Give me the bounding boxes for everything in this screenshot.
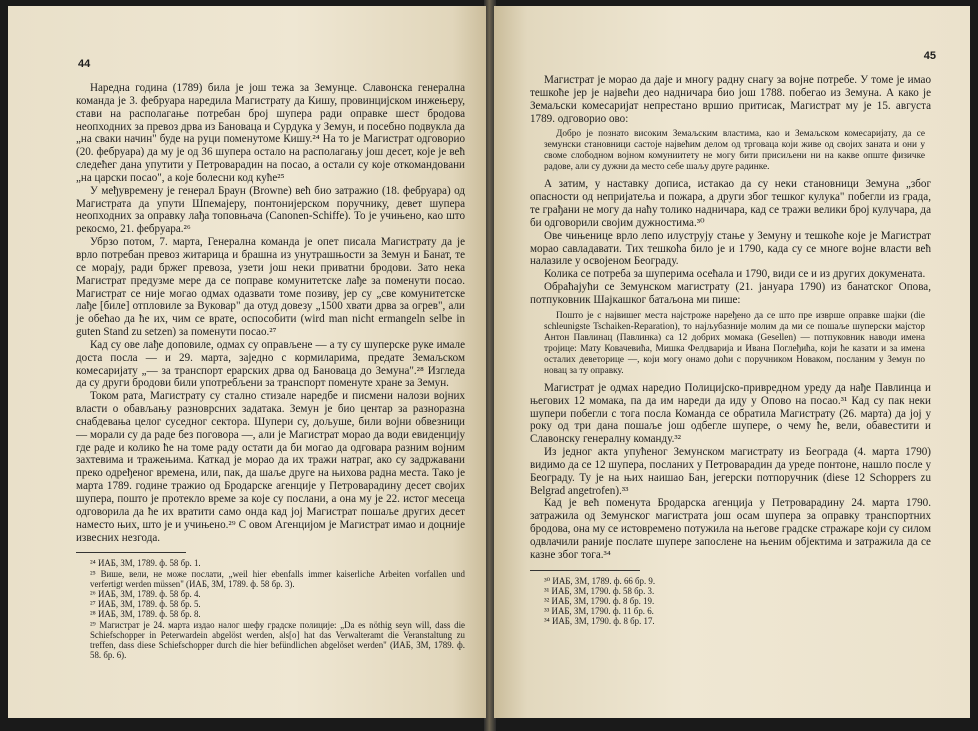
footnote: ³⁰ ИАБ, ЗМ, 1789. ф. 66 бр. 9. [544, 575, 656, 586]
paragraph: У међувремену је генерал Браун (Browne) већ био затражио (18. фебруара) од Магистрата да упути Шпемајеру, понтонијерском поручнику, девет шупера неопходних за оправку лађа топовњача (Canonen-Schiffe). То је учињено, као што рекосмо, 21. фебруара.²⁶ [76, 184, 465, 236]
footnote: ²⁶ ИАБ, ЗМ, 1789. ф. 58 бр. 4. [90, 588, 201, 599]
paragraph: Кад су ове лађе доповиле, одмах су оправљене — а ту су шуперске руке имале доста посла — и 29. марта, заједно с кормиларима, предате Земаљском комесаријату „— за транспорт ерарских дрва од Бановаца до Земуна".²⁸ Изгледа да су други бродови били употребљени за транспорт поменуте хране за Земун. [76, 338, 465, 390]
footnote: ³³ ИАБ, ЗМ, 1790. ф. 11 бр. 6. [544, 606, 654, 617]
paragraph: Из једног акта упућеног Земунском магистрату из Београда (4. марта 1790) видимо да се 12 шупера, посланих у Петроварадин да уреде понтоне, нашло после у Београду. Ту је на њих наишао Бан, јегерски потпоручник (diese 12 Schoppers zu Belgrad angetrofen).³³ [530, 446, 931, 497]
footnotes-right [530, 576, 931, 627]
footnote: ³⁴ ИАБ, ЗМ, 1790. ф. 8 бр. 17. [544, 616, 655, 627]
quote-text: Добро је познато високим Земаљским властима, као и Земаљском комесаријату, да се земунски становници састоје највећим делом од трговаца који живе од својих заната и они у своме слободном војном комуниитету не могу бити присиљени ни на какве опште физичке радове, али су дужни да место себе шаљу друге радинке. [544, 129, 925, 173]
page-number-left: 44 [78, 58, 91, 70]
footnote: ²⁴ ИАБ, ЗМ, 1789. ф. 58 бр. 1. [90, 558, 201, 569]
footnote: ³² ИАБ, ЗМ, 1790. ф. 8 бр. 19. [544, 596, 655, 607]
footnote-divider [76, 552, 186, 553]
paragraph: Наредна година (1789) била је још тежа за Земунце. Славонска генерална команда је 3. фебруара наредила Магистрату да Кишу, провинцијском инжењеру, стави на располагање потребан број шупера ради оправке шест бродова неопходних за превоз дрва из Бановаца и Сурдука у Земун, и посебно подвукла да „на сваки начин" буде на руци поменутоме Кишу.²⁴ На то је Магистрат одговорио (20. фебруара) да му је од 36 шупера остало на располагању још десет, које је већ следећег дана упутити у Петроварадин на посао, а остали су које откомандовани „на царски посао", а које болесни код куће²⁵ [76, 82, 465, 184]
right-page-body [530, 74, 931, 627]
footnotes-left [76, 558, 465, 660]
page-number-right: 45 [923, 50, 936, 62]
left-page [8, 6, 486, 718]
paragraph: Обраћајући се Земунском магистрату (21. јануара 1790) из банатског Опова, потпуковник Шајкашког батаљона ми пише: [530, 281, 931, 306]
paragraph: Колика се потреба за шуперима осећала и 1790, види се и из других докумената. [544, 268, 926, 281]
footnote: ²⁹ Магистрат је 24. марта издао налог шефу градске полиције: „Da es nöthig seyn will, dass die Schiefschopper in Peterwardein abgelöst werden, als[o] hat das Verwalteramt die Veranstaltung zu treffen, dass diese Schiefschopper durch die hier befündlichen abgelöset werden" (ИАБ, ЗМ, 1789. ф. 58. бр. 6). [90, 619, 465, 661]
footnote: ³¹ ИАБ, ЗМ, 1790. ф. 58 бр. 3. [544, 585, 655, 596]
block-quote [544, 129, 925, 173]
paragraph: Током рата, Магистрату су стално стизале наредбе и писмени налози војних власти о обављању разноврсних задатака. Земун је био центар за разноразна снабдевања целог суседног сектора. Шупери су, дољуше, били војни обвезници — морали су да раде без поговора —, али је Магистрат морао да води евиденцију где раде и колико ће на томе раду остати да би могао да одговара разним војним захтевима и тражењима. Каткад је морао да их тражи натраг, ако су задржавани преко одређеног времена, или, пак, да шаље друге на њихова радна места. Тако је марта 1789. године тражио од Бродарске агенције у Петроварадину десет својих шупера, пошто је протекло време за које су послани, а она му је 22. истог месеца одговорила да ће их вратити само онда кад јој Магистрат пошаље других десет наместо њих, што је и учињено.²⁹ С овом Агенцијом је Магистрат имао и доцније извесних незгода. [76, 390, 465, 544]
paragraph: Магистрат је морао да даје и многу радну снагу за војне потребе. У томе је имао тешкоће јер је највећи део надничара био још 1788. побегао из Земуна. А како је Земаљски комесаријат непрестано вршио притисак, Магистрат му је 15. августа 1789. одговорио ово: [530, 74, 931, 125]
quote-text: Пошто је с највишег места најстроже наређено да се што пре изврше оправке шајки (die schleunigste Tschaiken-Reparation), то најљубазније молим да ми се пошаље шуперски мајстор Антон Павлинац (Павлинка) са 12 добрих момака (Gesellen) — потпуковник наводи имена тројице: Мату Ковачевића, Мишка Фелдварија и Ивана Поглеђића, који ће казати и за имена осталих деветорице —, који могу онамо доћи с поручником Новаком, посланим у Земун по новац за ту оправку. [544, 310, 925, 376]
paragraph: Кад је већ поменута Бродарска агенција у Петроварадину 24. марта 1790. затражила од Земунског магистрата још осам шупера за оправку транспортних бродова, она му се истовремено потужила на његове градске стражаре који су силом одвлачили раније послате шупере запослене на њеним објектима и затражила да се казне због тога.³⁴ [530, 497, 931, 561]
footnote-divider [530, 570, 640, 571]
block-quote [544, 311, 925, 377]
paragraph: Убрзо потом, 7. марта, Генерална команда је опет писала Магистрату да је врло потребан превоз житарица и брашна из унутрашњости за Земун и Банат, те се морају, ради бржег превоза, узети још неки приватни бродови. Зато нека Магистрат предузме мере да се поправе комунитетске лађе за поменути посао. Магистрат се није могао одмах одазвати томе позиву, јер су „све комунитетске лађе [биле] отпловиле за Вуковар" да отуд довезу „1500 хвати дрва за огрев", али је обећао да ће их, чим се врате, оспособити (wird man nicht ermangeln selbe in guten Stand zu setzen) за поменути посао.²⁷ [76, 236, 465, 339]
footnote: ²⁸ ИАБ, ЗМ, 1789. ф. 58 бр. 8. [90, 609, 201, 620]
paragraph: Ове чињенице врло лепо илуструју стање у Земуну и тешкоће које је Магистрат морао савладавати. Тих тешкоћа било је и 1790, када су се многе војне власти већ налазиле у освојеном Београду. [530, 229, 931, 268]
footnote: ²⁵ Више, вели, не може послати, „weil hier ebenfalls immer kaiserliche Arbeiten vorfallen und verfertigt werden müssen" (ИАБ, ЗМ, 1789. ф. 58 бр. 3). [90, 568, 465, 589]
right-page [494, 6, 970, 718]
left-page-body [76, 82, 465, 660]
footnote: ²⁷ ИАБ, ЗМ, 1789. ф. 58 бр. 5. [90, 599, 201, 610]
paragraph: Магистрат је одмах наредио Полицијско-привредном уреду да нађе Павлинца и његових 12 момака, па да им нареди да иду у Опово на посао.³¹ Кад су пак неки шупери побегли с тога посла Команда се обратила Магистрату (26. марта) да јој у року од три дана пошаље још одбегле шупере, о чему ће, вели, обавестити и Славонску генералну команду.³² [530, 381, 931, 446]
paragraph: А затим, у наставку дописа, истакао да су неки становници Земуна „због опасности од непријатеља и пожара, а други због тешког кулука" побегли из града, те грађани не могу да наћу толико надничара, кад се тражи велики број кулучара, да би одговорили својим дужностима.³⁰ [530, 178, 931, 229]
